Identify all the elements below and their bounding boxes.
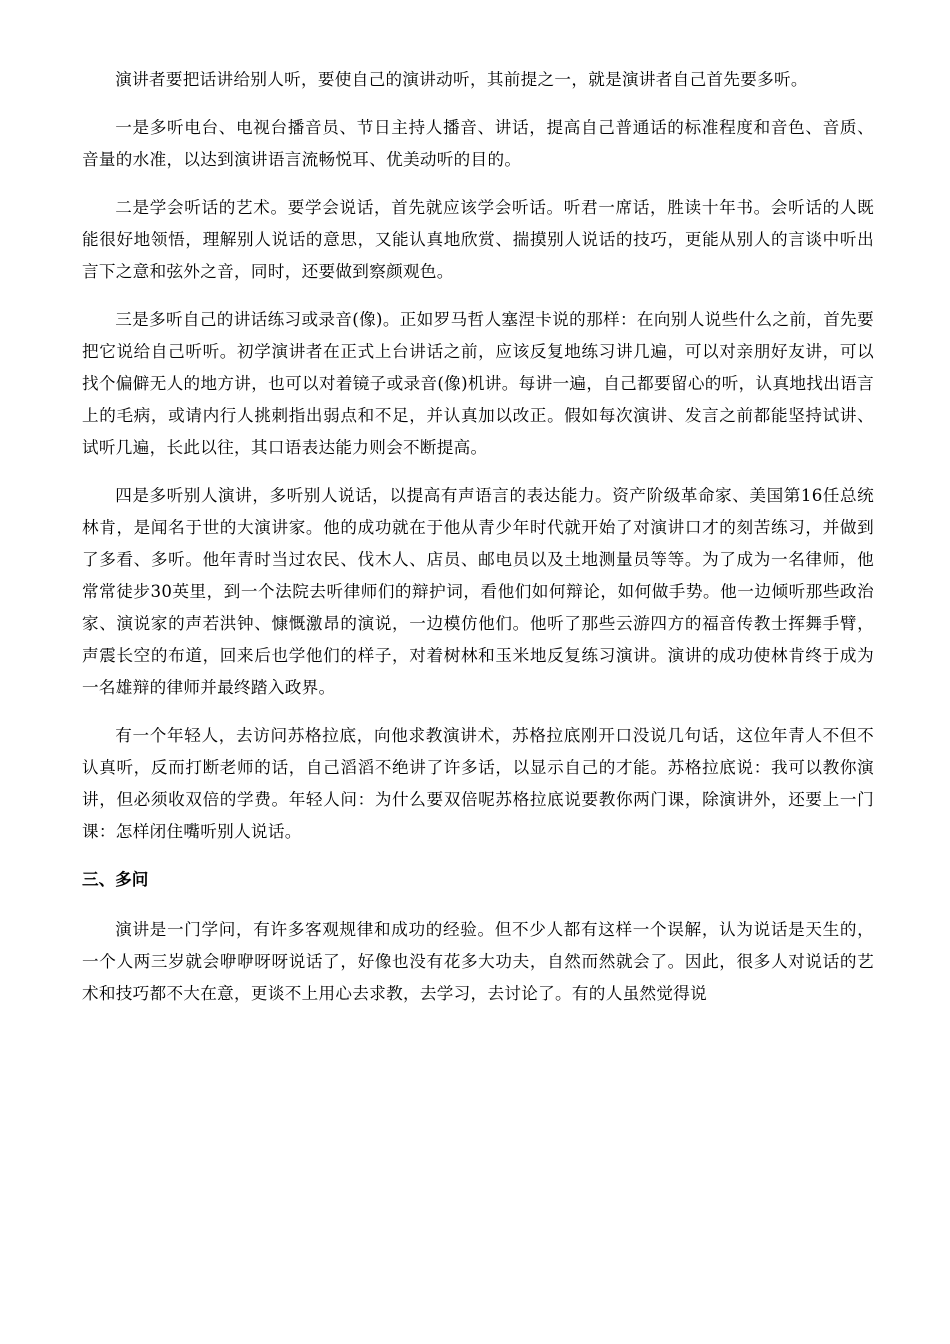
document-page [82,64,874,1026]
paragraph-point-four: 四是多听别人演讲，多听别人说话，以提高有声语言的表达能力。资产阶级革命家、美国第16任总统林肯，是闻名于世的大演讲家。他的成功就在于他从青少年时代就开始了对演讲口才的刻苦练习，并做到了多看、多听。他年青时当过农民、伐木人、店员、邮电员以及土地测量员等等。为了成为一名律师，他常常徒步30英里，到一个法院去听律师们的辩护词，看他们如何辩论，如何做手势。他一边倾听那些政治家、演说家的声若洪钟、慷慨激昂的演说，一边模仿他们。他听了那些云游四方的福音传教士挥舞手臂，声震长空的布道，回来后也学他们的样子，对着树林和玉米地反复练习演讲。演讲的成功使林肯终于成为一名雄辩的律师并最终踏入政界。 [82,486,874,697]
paragraph-intro: 演讲者要把话讲给别人听，要使自己的演讲动听，其前提之一，就是演讲者自己首先要多听。 [115,70,808,89]
section-heading: 三、多问 [82,870,149,889]
paragraph-ask-more: 演讲是一门学问，有许多客观规律和成功的经验。但不少人都有这样一个误解，认为说话是天生的，一个人两三岁就会咿咿呀呀说话了，好像也没有花多大功夫，自然而然就会了。因此，很多人对说话的艺术和技巧都不大在意，更谈不上用心去求教，去学习，去讨论了。有的人虽然觉得说 [82,920,874,1003]
paragraph-point-two: 二是学会听话的艺术。要学会说话，首先就应该学会听话。听君一席话，胜读十年书。会听话的人既能很好地领悟，理解别人说话的意思，又能认真地欣赏、揣摸别人说话的技巧，更能从别人的言谈中听出言下之意和弦外之音，同时，还要做到察颜观色。 [82,198,874,281]
paragraph-point-three: 三是多听自己的讲话练习或录音(像)。正如罗马哲人塞涅卡说的那样：在向别人说些什么之前，首先要把它说给自己听听。初学演讲者在正式上台讲话之前，应该反复地练习讲几遍，可以对亲朋好友讲，可以找个偏僻无人的地方讲，也可以对着镜子或录音(像)机讲。每讲一遍，自己都要留心的听，认真地找出语言上的毛病，或请内行人挑刺指出弱点和不足，并认真加以改正。假如每次演讲、发言之前都能坚持试讲、试听几遍，长此以往，其口语表达能力则会不断提高。 [82,310,874,457]
paragraph-point-one: 一是多听电台、电视台播音员、节日主持人播音、讲话，提高自己普通话的标准程度和音色、音质、音量的水准，以达到演讲语言流畅悦耳、优美动听的目的。 [82,118,874,169]
paragraph-socrates-story: 有一个年轻人，去访问苏格拉底，向他求教演讲术，苏格拉底刚开口没说几句话，这位年青人不但不认真听，反而打断老师的话，自己滔滔不绝讲了许多话，以显示自己的才能。苏格拉底说：我可以教你演讲，但必须收双倍的学费。年轻人问：为什么要双倍呢苏格拉底说要教你两门课，除演讲外，还要上一门课：怎样闭住嘴听别人说话。 [82,726,874,841]
